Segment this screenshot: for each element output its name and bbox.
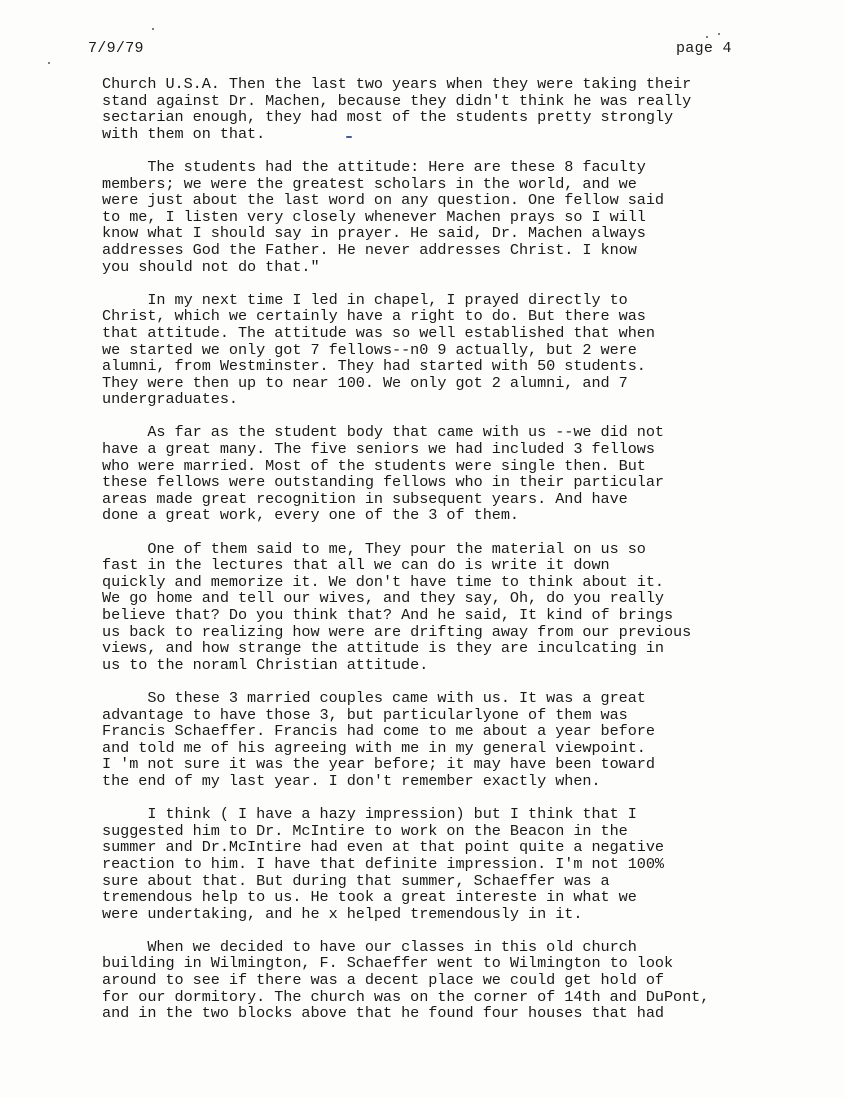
page-number: page 4 <box>676 40 732 57</box>
text-line: sure about that. But during that summer, Schaeffer was a <box>102 871 610 890</box>
text-line: who were married. Most of the students were single then. But <box>102 456 646 475</box>
text-line: So these 3 married couples came with us. It was a great <box>102 688 646 707</box>
text-line: were just about the last word on any question. One fellow said <box>102 191 664 210</box>
paragraph <box>102 76 802 142</box>
paragraph <box>102 690 802 790</box>
text-line: us to the noraml Christian attitude. <box>102 655 429 674</box>
paragraph <box>102 541 802 674</box>
text-line: Francis Schaeffer. Francis had come to me about a year before <box>102 722 655 741</box>
text-line: In my next time I led in chapel, I prayed directly to <box>102 290 628 309</box>
paragraph <box>102 159 802 275</box>
text-line: We go home and tell our wives, and they say, Oh, do you really <box>102 589 664 608</box>
text-line: suggested him to Dr. McIntire to work on the Beacon in the <box>102 821 628 840</box>
scan-speck <box>718 33 720 35</box>
text-line: these fellows were outstanding fellows who in their particular <box>102 473 664 492</box>
text-line: with them on that. <box>102 124 266 143</box>
text-line: done a great work, every one of the 3 of them. <box>102 506 519 525</box>
text-line: and in the two blocks above that he found four houses that had <box>102 1004 664 1023</box>
text-line: us back to realizing how were are drifting away from our previous <box>102 622 692 641</box>
text-line: stand against Dr. Machen, because they didn't think he was really <box>102 91 692 110</box>
text-line: advantage to have those 3, but particularlyone of them was <box>102 705 628 724</box>
text-line: members; we were the greatest scholars in the world, and we <box>102 174 637 193</box>
paragraph <box>102 424 802 524</box>
text-line: areas made great recognition in subsequent years. And have <box>102 489 628 508</box>
text-line: They were then up to near 100. We only got 2 alumni, and 7 <box>102 373 628 392</box>
text-line: sectarian enough, they had most of the students pretty strongly <box>102 108 674 127</box>
paragraph <box>102 806 802 922</box>
text-line: I think ( I have a hazy impression) but I think that I <box>102 805 637 824</box>
text-line: were undertaking, and he x helped tremendously in it. <box>102 904 583 923</box>
text-line: the end of my last year. I don't remember exactly when. <box>102 771 601 790</box>
text-line: I 'm not sure it was the year before; it may have been toward <box>102 755 655 774</box>
scan-speck <box>48 62 50 64</box>
text-line: to me, I listen very closely whenever Machen prays so I will <box>102 207 646 226</box>
text-line: you should not do that." <box>102 257 320 276</box>
text-line: summer and Dr.McIntire had even at that point quite a negative <box>102 838 664 857</box>
text-line: As far as the student body that came with us --we did not <box>102 423 664 442</box>
paragraph <box>102 939 802 1022</box>
text-line: tremendous help to us. He took a great intereste in what we <box>102 888 637 907</box>
text-line: views, and how strange the attitude is they are inculcating in <box>102 639 664 658</box>
text-line: undergraduates. <box>102 390 238 409</box>
text-line: fast in the lectures that all we can do is write it down <box>102 556 610 575</box>
text-line: that attitude. The attitude was so well established that when <box>102 323 655 342</box>
text-line: around to see if there was a decent place we could get hold of <box>102 971 664 990</box>
text-line: quickly and memorize it. We don't have time to think about it. <box>102 572 664 591</box>
scan-speck <box>706 36 708 38</box>
text-line: alumni, from Westminster. They had started with 50 students. <box>102 357 646 376</box>
text-line: reaction to him. I have that definite impression. I'm not 100% <box>102 854 664 873</box>
paragraph <box>102 292 802 408</box>
text-line: building in Wilmington, F. Schaeffer went to Wilmington to look <box>102 954 674 973</box>
scan-speck <box>152 28 154 30</box>
text-line: know what I should say in prayer. He said, Dr. Machen always <box>102 224 646 243</box>
text-line: believe that? Do you think that? And he said, It kind of brings <box>102 606 674 624</box>
text-line: and told me of his agreeing with me in my general viewpoint. <box>102 738 646 757</box>
text-line: Christ, which we certainly have a right to do. But there was <box>102 307 646 326</box>
text-line: The students had the attitude: Here are these 8 faculty <box>102 157 646 176</box>
text-line: we started we only got 7 fellows--n0 9 actually, but 2 were <box>102 340 637 359</box>
text-line: When we decided to have our classes in this old church <box>102 937 637 956</box>
document-date: 7/9/79 <box>88 40 144 57</box>
text-line: addresses God the Father. He never addresses Christ. I know <box>102 240 637 259</box>
text-line: Church U.S.A. Then the last two years when they were taking their <box>102 75 692 93</box>
text-line: One of them said to me, They pour the material on us so <box>102 539 646 558</box>
document-body <box>102 76 802 1038</box>
text-line: have a great many. The five seniors we had included 3 fellows <box>102 440 655 459</box>
text-line: for our dormitory. The church was on the corner of 14th and DuPont, <box>102 987 710 1006</box>
